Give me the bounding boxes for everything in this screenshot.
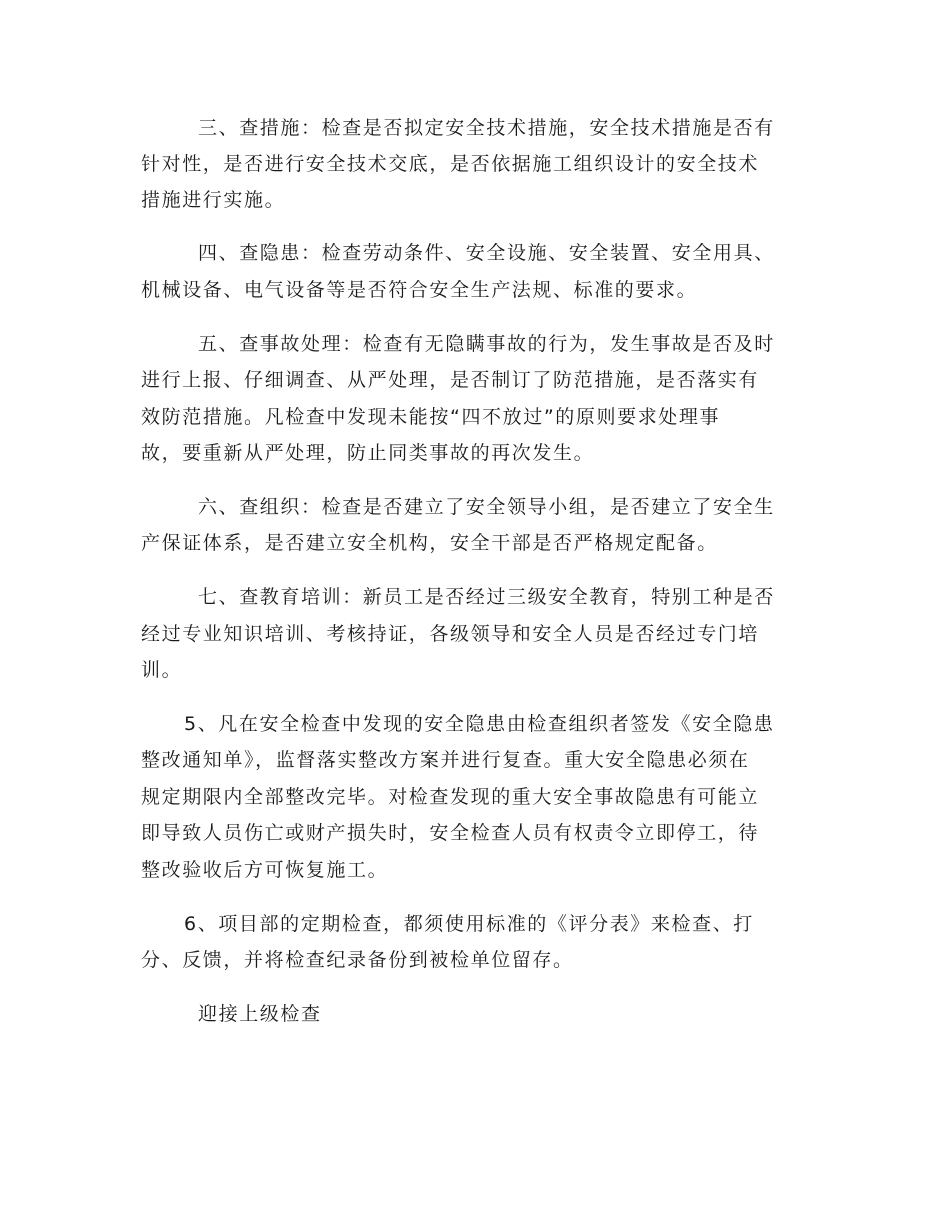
paragraph-1-line-3: 措施进行实施。	[141, 189, 286, 211]
paragraph-7-line-1: 6、项目部的定期检查，都须使用标准的《评分表》来检查、打	[184, 913, 754, 935]
paragraph-3-line-1: 五、查事故处理：检查有无隐瞒事故的行为，发生事故是否及时	[198, 333, 775, 355]
paragraph-6-line-4: 即导致人员伤亡或财产损失时，安全检查人员有权责令立即停工，待	[141, 822, 760, 844]
paragraph-1-line-1: 三、查措施：检查是否拟定安全技术措施，安全技术措施是否有	[198, 117, 775, 139]
paragraph-3-line-4: 故，要重新从严处理，防止同类事故的再次发生。	[141, 442, 595, 464]
paragraph-3-line-3: 效防范措施。凡检查中发现未能按“四不放过”的原则要求处理事	[141, 406, 721, 428]
paragraph-1-line-2: 针对性，是否进行安全技术交底，是否依据施工组织设计的安全技术	[141, 153, 760, 175]
paragraph-5-line-3: 训。	[141, 659, 183, 681]
paragraph-4-line-2: 产保证体系，是否建立安全机构，安全干部是否严格规定配备。	[141, 532, 718, 554]
paragraph-6-line-5: 整改验收后方可恢复施工。	[141, 859, 389, 881]
paragraph-2-line-1: 四、查隐患：检查劳动条件、安全设施、安全装置、安全用具、	[198, 242, 775, 264]
paragraph-7-line-2: 分、反馈，并将检查纪录备份到被检单位留存。	[141, 949, 574, 971]
paragraph-3-line-2: 进行上报、仔细调查、从严处理，是否制订了防范措施，是否落实有	[141, 369, 760, 391]
paragraph-4-line-1: 六、查组织：检查是否建立了安全领导小组，是否建立了安全生	[198, 496, 775, 518]
paragraph-2-line-2: 机械设备、电气设备等是否符合安全生产法规、标准的要求。	[141, 279, 698, 301]
paragraph-6-line-1: 5、凡在安全检查中发现的安全隐患由检查组织者签发《安全隐患	[184, 713, 775, 735]
paragraph-6-line-3: 规定期限内全部整改完毕。对检查发现的重大安全事故隐患有可能立	[141, 786, 760, 808]
section-heading: 迎接上级检查	[198, 1003, 322, 1025]
paragraph-6-line-2: 整改通知单》，监督落实整改方案并进行复查。重大安全隐患必须在	[141, 749, 750, 771]
paragraph-5-line-2: 经过专业知识培训、考核持证，各级领导和安全人员是否经过专门培	[141, 623, 760, 645]
paragraph-5-line-1: 七、查教育培训：新员工是否经过三级安全教育，特别工种是否	[198, 586, 775, 608]
